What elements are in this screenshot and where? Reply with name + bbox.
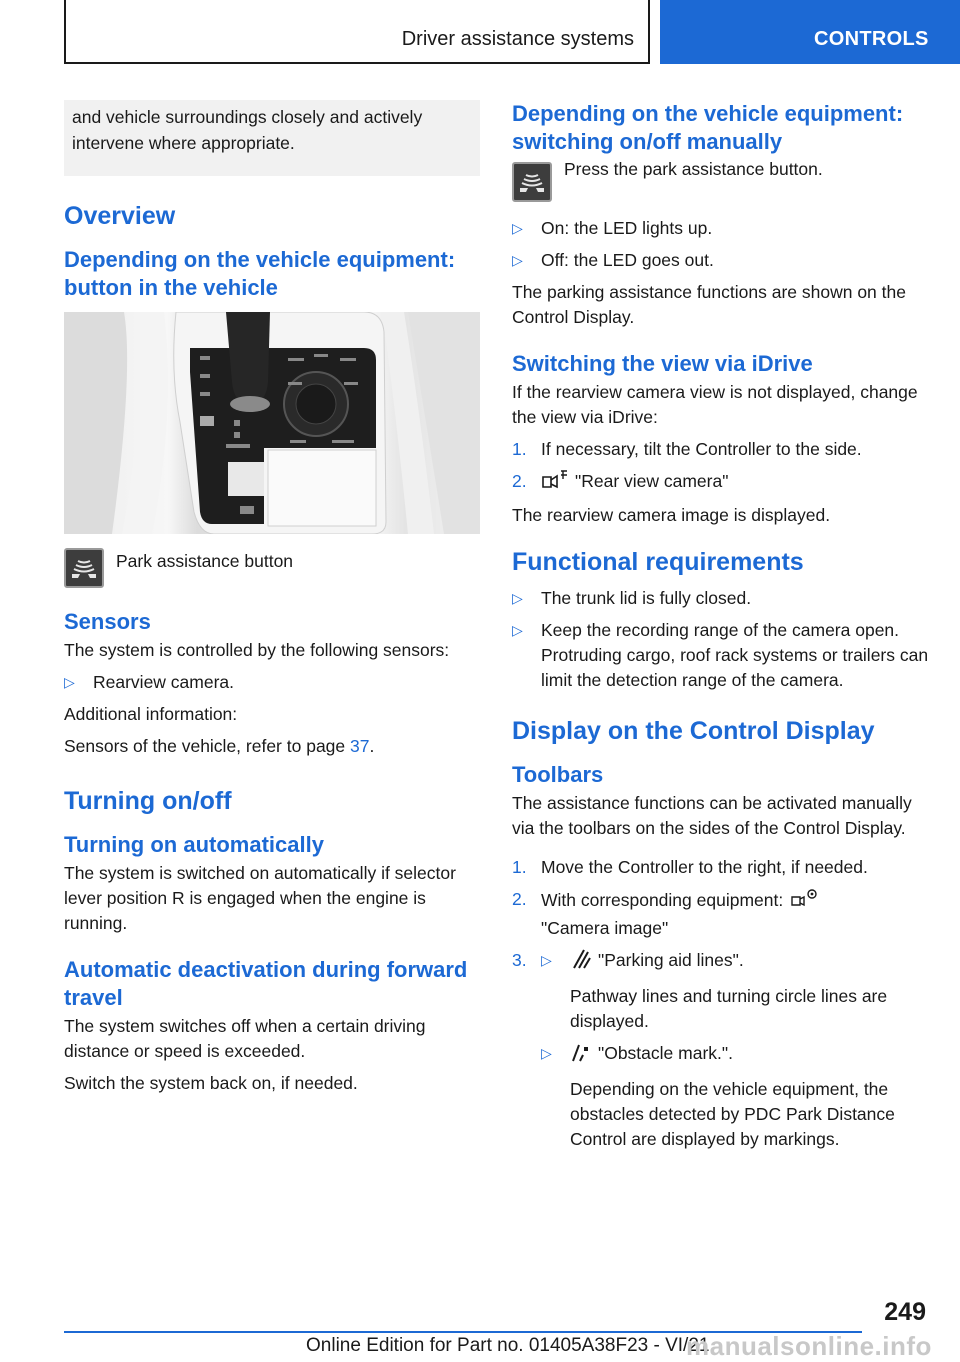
numbered-step	[512, 469, 932, 496]
step-prefix: With corresponding equipment:	[541, 890, 784, 911]
right-column	[512, 100, 932, 1159]
numbered-step	[512, 437, 932, 462]
deactivation-text: The system switches off when a certain driving distance or speed is exceeded.	[64, 1016, 426, 1061]
list-item	[64, 670, 480, 695]
step-text: "Obstacle mark.".	[598, 1043, 733, 1063]
reference-end: .	[369, 736, 375, 756]
list-item	[512, 586, 932, 611]
left-column	[64, 100, 480, 1103]
obstacle-mark-icon	[570, 1041, 598, 1070]
page-37-link[interactable]: 37	[350, 736, 370, 756]
bullet-triangle-icon: ▷	[512, 252, 523, 268]
step-text	[541, 887, 824, 941]
bullet-triangle-icon: ▷	[512, 622, 523, 638]
overview-heading: Overview	[64, 202, 176, 230]
step-number: 2.	[512, 889, 527, 909]
step-text: "Rear view camera"	[575, 471, 729, 491]
switch-view-heading: Switching the view via iDrive	[512, 351, 813, 376]
bullet-triangle-icon: ▷	[64, 674, 75, 690]
header-section-box	[64, 0, 650, 64]
turning-on-off-heading: Turning on/off	[64, 787, 232, 815]
camera-settings-icon	[788, 887, 824, 916]
list-item-text: Keep the recording range of the camera open. Protruding cargo, roof rack systems or trailers can limit the detection range of the camera.	[541, 620, 929, 690]
step-text: If necessary, tilt the Controller to the side.	[541, 439, 862, 459]
sensors-heading: Sensors	[64, 609, 151, 634]
rear-camera-icon	[541, 469, 575, 496]
switch-view-text: If the rearview camera view is not displayed, change the view via iDrive:	[512, 382, 918, 427]
list-item	[512, 248, 932, 273]
additional-info-label: Additional information:	[64, 704, 238, 724]
switch-view-after: The rearview camera image is displayed.	[512, 505, 831, 525]
numbered-step	[512, 887, 932, 941]
step-text: "Parking aid lines".	[598, 950, 744, 970]
manual-instruction-row	[512, 159, 932, 202]
manual-switch-heading: Depending on the vehicle equipment: switching on/off manually	[512, 101, 904, 154]
sensors-text: The system is controlled by the following sensors:	[64, 640, 450, 660]
list-item	[512, 618, 932, 693]
header-section-title: Driver assistance systems	[401, 28, 634, 50]
toolbars-heading: Toolbars	[512, 762, 604, 787]
obstacle-mark-description: Depending on the vehicle equipment, the obstacles detected by PDC Park Distance Control are displayed by markings.	[570, 1079, 895, 1149]
sub-list-item	[541, 1041, 932, 1070]
step-number: 1.	[512, 857, 527, 877]
bullet-triangle-icon: ▷	[512, 220, 523, 236]
step-number: 1.	[512, 439, 527, 459]
vehicle-console-photo	[64, 312, 480, 534]
bullet-triangle-icon: ▷	[541, 952, 552, 968]
header-tab-label: CONTROLS	[814, 28, 929, 50]
park-button-caption-row	[64, 548, 480, 588]
bullet-triangle-icon: ▷	[541, 1045, 552, 1061]
bullet-triangle-icon: ▷	[512, 590, 523, 606]
toolbars-text: The assistance functions can be activated manually via the toolbars on the sides of the Control Display.	[512, 793, 912, 838]
control-display-heading: Display on the Control Display	[512, 717, 875, 745]
note-text: and vehicle surroundings closely and actively intervene where appropriate.	[72, 107, 423, 153]
header-tab-controls	[660, 0, 960, 64]
manual-after-text: The parking assistance functions are shown on the Control Display.	[512, 282, 906, 327]
edition-text: Online Edition for Part no. 01405A38F23 - VI/21	[306, 1335, 710, 1356]
functional-requirements-heading: Functional requirements	[512, 548, 804, 576]
numbered-step	[512, 855, 932, 880]
park-assist-icon	[512, 162, 552, 202]
park-assist-icon	[64, 548, 104, 588]
park-button-caption: Park assistance button	[116, 551, 294, 571]
numbered-step	[512, 948, 932, 977]
button-heading: Depending on the vehicle equipment: button in the vehicle	[64, 247, 456, 300]
list-item-text: Rearview camera.	[93, 672, 235, 692]
auto-on-heading: Turning on automatically	[64, 832, 324, 857]
parking-lines-description: Pathway lines and turning circle lines are displayed.	[570, 986, 888, 1031]
reference-text: Sensors of the vehicle, refer to page	[64, 736, 350, 756]
sensors-reference	[64, 734, 480, 759]
parking-lines-icon	[570, 948, 598, 977]
manual-instruction-text: Press the park assistance button.	[564, 159, 823, 179]
note-box	[64, 100, 480, 176]
list-item	[512, 216, 932, 241]
list-item-text: Off: the LED goes out.	[541, 250, 714, 270]
step-number: 2.	[512, 471, 527, 491]
list-item-text: The trunk lid is fully closed.	[541, 588, 752, 608]
switch-back-on-text: Switch the system back on, if needed.	[64, 1073, 358, 1093]
page-number: 249	[884, 1298, 926, 1326]
auto-deactivation-heading: Automatic deactivation during forward travel	[64, 957, 468, 1010]
step-text: Move the Controller to the right, if needed.	[541, 857, 868, 877]
list-item-text: On: the LED lights up.	[541, 218, 713, 238]
auto-on-text: The system is switched on automatically if selector lever position R is engaged when the engine is running.	[64, 863, 456, 933]
camera-image-label: "Camera image"	[541, 918, 669, 938]
step-number: 3.	[512, 950, 527, 970]
watermark-logo: manualsonline.info	[686, 1331, 932, 1361]
